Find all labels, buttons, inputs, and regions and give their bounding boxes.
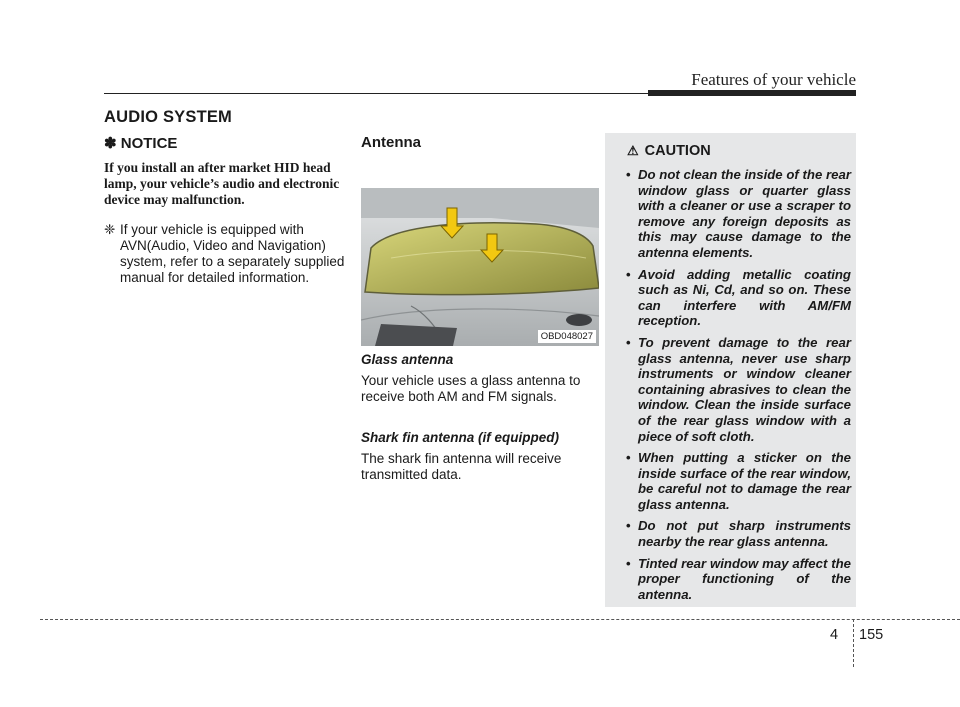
antenna-heading: Antenna [361, 134, 421, 151]
rear-window-illustration [361, 188, 599, 346]
glass-antenna-text: Your vehicle uses a glass antenna to receive both AM and FM signals. [361, 373, 581, 404]
caution-item: • To prevent damage to the rear glass antenna, never use sharp instruments or window cleaner containing abrasives to clean the window. Clean the inside surface of the rear glass window with a piece of soft cloth. [619, 335, 851, 444]
chapter-number: 4 [830, 627, 839, 643]
caution-list [619, 167, 851, 608]
running-header: Features of your vehicle [691, 70, 856, 89]
header-tab-bar [648, 90, 856, 96]
notice-item-mark: ❈ [104, 222, 116, 237]
notice-body: If you install an after market HID head lamp, your vehicle’s audio and electronic device may malfunction. [104, 160, 340, 207]
figure-code: OBD048027 [538, 330, 596, 343]
shark-fin-antenna-text: The shark fin antenna will receive transmitted data. [361, 451, 562, 482]
caution-item: • When putting a sticker on the inside surface of the rear window, be careful not to damage the rear glass antenna. [619, 450, 851, 512]
caution-heading [627, 143, 711, 159]
notice-column [104, 134, 350, 286]
caution-item: • Tinted rear window may affect the proper functioning of the antenna. [619, 556, 851, 603]
notice-heading: ✽ NOTICE [104, 135, 178, 152]
section-title: AUDIO SYSTEM [104, 108, 232, 126]
antenna-column [361, 134, 601, 482]
notice-item [104, 222, 350, 286]
notice-item-text: If your vehicle is equipped with AVN(Audio, Video and Navigation) system, refer to a separately supplied manual for detailed information. [120, 222, 345, 285]
caution-item: • Do not put sharp instruments nearby the rear glass antenna. [619, 518, 851, 549]
caution-item: • Avoid adding metallic coating such as Ni, Cd, and so on. These can interfere with AM/FM reception. [619, 267, 851, 329]
page-number: 155 [859, 627, 884, 643]
warning-triangle-icon: ⚠ [627, 143, 639, 158]
shark-fin-antenna-section [361, 430, 601, 483]
glass-antenna-section [361, 352, 601, 405]
rear-window-figure [361, 188, 599, 346]
footer-rule [40, 619, 960, 620]
caution-title: CAUTION [644, 143, 711, 159]
caution-box [605, 133, 856, 607]
glass-antenna-heading: Glass antenna [361, 352, 454, 367]
caution-item: • Do not clean the inside of the rear window glass or quarter glass with a cleaner or use a scraper to remove any foreign deposits as this may cause damage to the antenna elements. [619, 167, 851, 261]
shark-fin-antenna-heading: Shark fin antenna (if equipped) [361, 430, 560, 445]
footer-divider [853, 619, 854, 667]
